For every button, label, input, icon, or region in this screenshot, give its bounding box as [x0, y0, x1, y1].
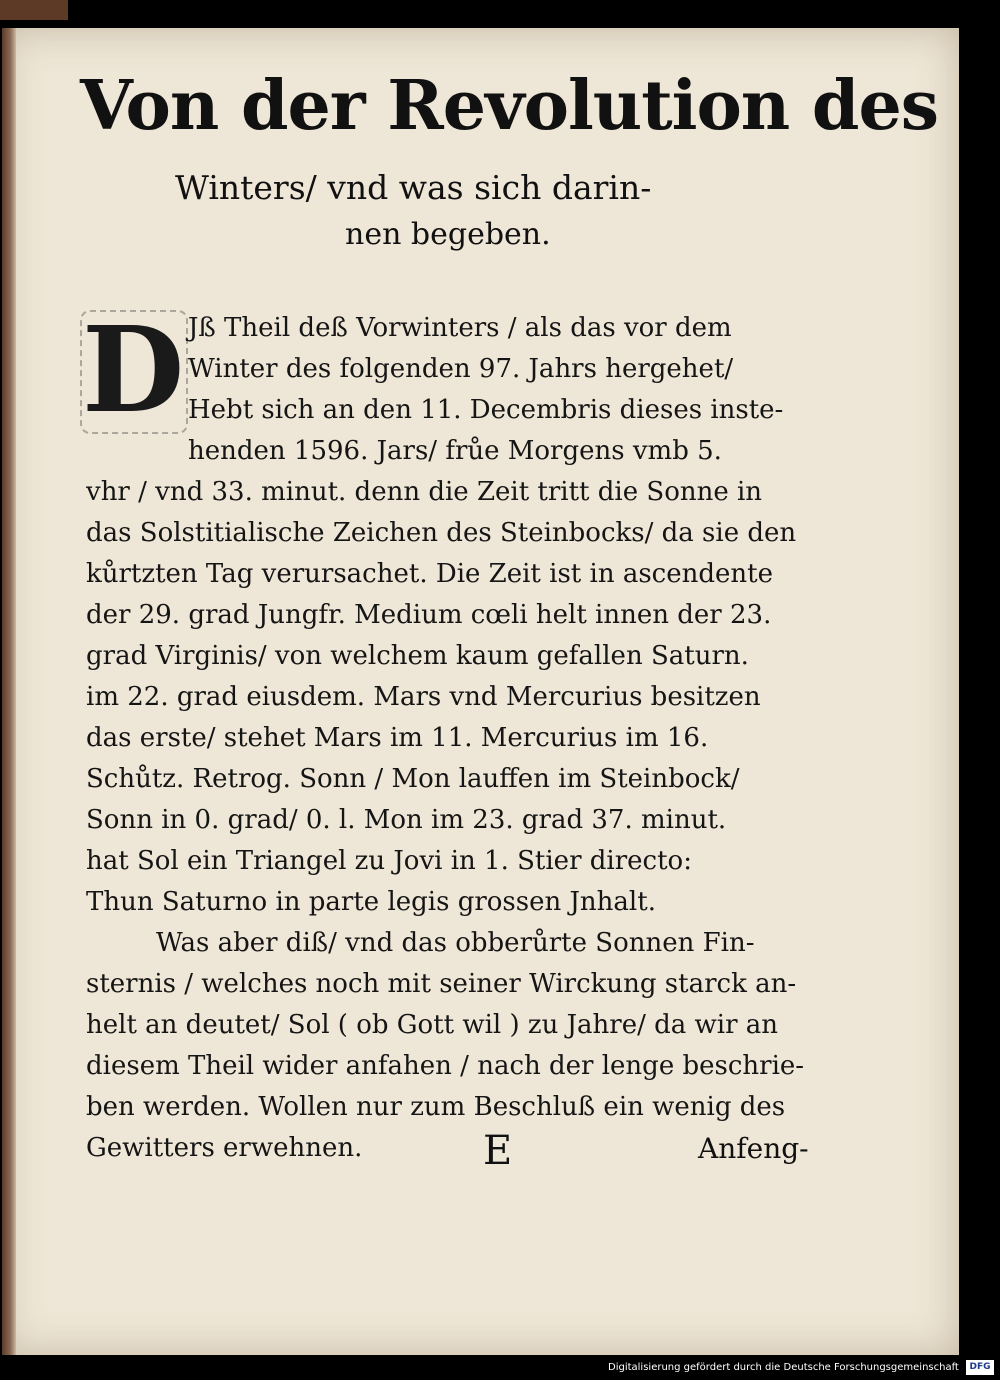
signature-mark: E — [483, 1128, 513, 1174]
text-line: diesem Theil wider anfahen / nach der lenge beschrie- — [86, 1051, 805, 1081]
text-line: Was aber diß/ vnd das obberůrte Sonnen Fin- — [156, 928, 755, 958]
dfg-logo: DFG — [966, 1360, 994, 1375]
text-line: Gewitters erwehnen. — [86, 1133, 363, 1163]
text-line: sternis / welches noch mit seiner Wirckung starck an- — [86, 969, 797, 999]
page-subtitle: Winters/ vnd was sich darin- — [175, 168, 652, 207]
digitization-credit: Digitalisierung gefördert durch die Deutsche Forschungsgemeinschaft — [608, 1362, 959, 1373]
text-line: der 29. grad Jungfr. Medium cœli helt innen der 23. — [86, 600, 772, 630]
text-line: das erste/ stehet Mars im 11. Mercurius im 16. — [86, 723, 709, 753]
text-line: das Solstitialische Zeichen des Steinbocks/ da sie den — [86, 518, 797, 548]
text-line: im 22. grad eiusdem. Mars vnd Mercurius besitzen — [86, 682, 761, 712]
text-line: Jß Theil deß Vorwinters / als das vor dem — [188, 313, 732, 343]
body-text — [86, 308, 818, 1169]
page-title: Von der Revolution des — [80, 66, 939, 146]
decorated-initial: D — [82, 300, 185, 439]
text-line: Thun Saturno in parte legis grossen Jnhalt. — [86, 887, 656, 917]
text-line: grad Virginis/ von welchem kaum gefallen Saturn. — [86, 641, 749, 671]
text-line: henden 1596. Jars/ frůe Morgens vmb 5. — [188, 436, 722, 466]
text-line: Schůtz. Retrog. Sonn / Mon lauffen im Steinbock/ — [86, 764, 740, 794]
text-line: Sonn in 0. grad/ 0. l. Mon im 23. grad 37. minut. — [86, 805, 727, 835]
text-line: helt an deutet/ Sol ( ob Gott wil ) zu Jahre/ da wir an — [86, 1010, 779, 1040]
page-binding — [2, 28, 16, 1355]
text-line: vhr / vnd 33. minut. denn die Zeit tritt die Sonne in — [86, 477, 763, 507]
catchword: Anfeng- — [698, 1132, 809, 1165]
text-line: ben werden. Wollen nur zum Beschluß ein wenig des — [86, 1092, 786, 1122]
page-subtitle-continued: nen begeben. — [345, 217, 551, 252]
text-line: hat Sol ein Triangel zu Jovi in 1. Stier directo: — [86, 846, 692, 876]
text-line: Winter des folgenden 97. Jahrs hergehet/ — [188, 354, 734, 384]
text-line: kůrtzten Tag verursachet. Die Zeit ist in ascendente — [86, 559, 773, 589]
page-edge — [0, 0, 68, 20]
text-line: Hebt sich an den 11. Decembris dieses inste- — [188, 395, 784, 425]
